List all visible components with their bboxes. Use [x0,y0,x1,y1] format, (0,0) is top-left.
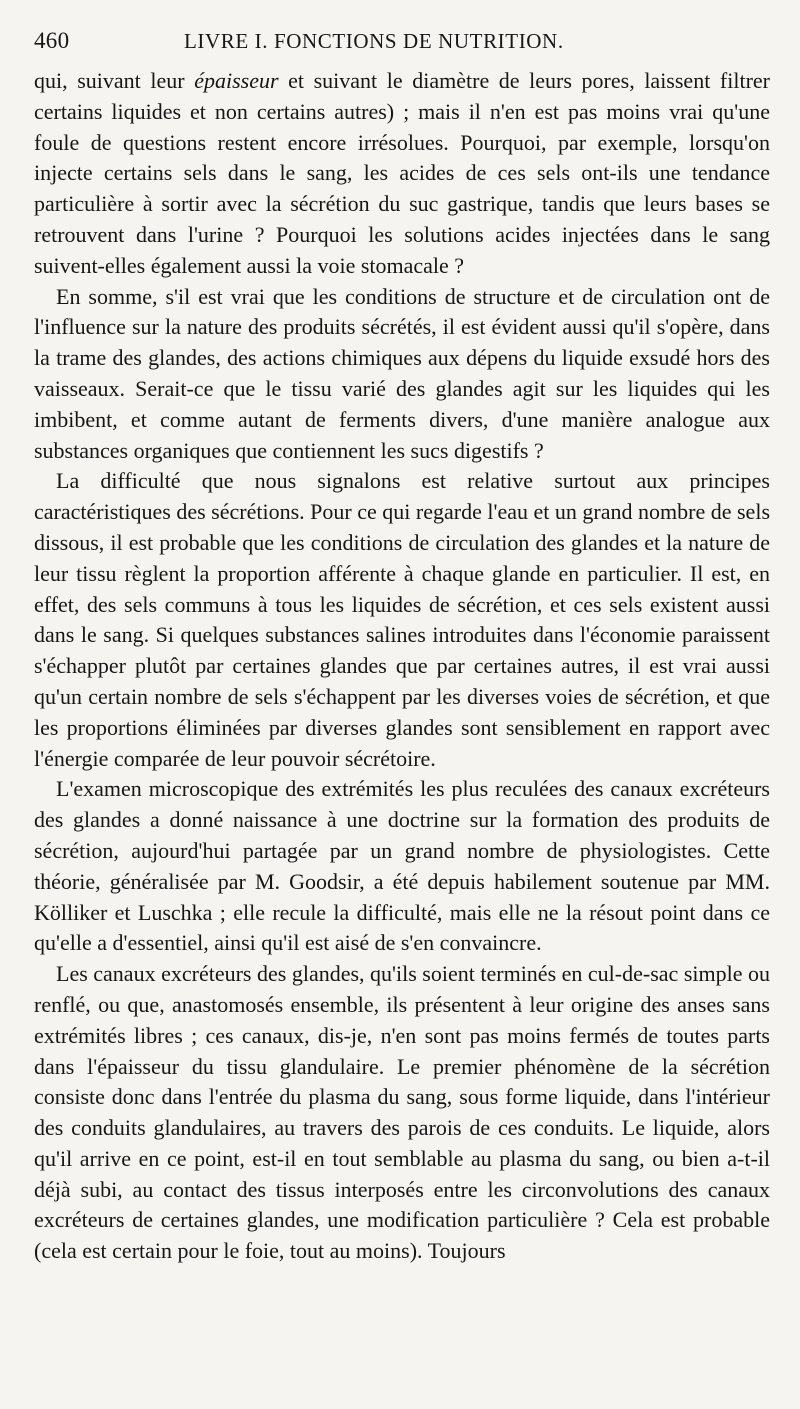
page-header [34,28,770,62]
paragraph-1-rest: et suivant le diamètre de leurs pores, laissent filtrer certains liquides et non certains autres) ; mais il n'en est pas moins vrai qu'une foule de questions restent encore irrésolues. Pourquoi, par exemple, lorsqu'on injecte certains sels dans le sang, les acides de ces sels ont-ils une tendance particulière à sortir avec la sécrétion du suc gastrique, tandis que leurs bases se retrouvent dans l'urine ? Pourquoi les solutions acides injectées dans le sang suivent-elles également aussi la voie stomacale ? [34,68,770,278]
paragraph-1-start: qui, suivant leur [34,68,195,93]
emphasis-epaisseur: épaisseur [194,68,279,93]
paragraph-4: L'examen microscopique des extrémités les plus reculées des canaux excréteurs des glandes a donné naissance à une doctrine sur la formation des produits de sécrétion, aujourd'hui partagée par un grand nombre de physiologistes. Cette théorie, généralisée par M. Goodsir, a été depuis habilement soutenue par MM. Kölliker et Luschka ; elle recule la difficulté, mais elle ne la résout point dans ce qu'elle a d'essentiel, ainsi qu'il est aisé de s'en convaincre. [34,776,770,956]
paragraph-3: La difficulté que nous signalons est relative surtout aux principes caractéristiques des sécrétions. Pour ce qui regarde l'eau et un grand nombre de sels dissous, il est probable que les conditions de circulation des glandes et la nature de leur tissu règlent la proportion afférente à chaque glande en particulier. Il est, en effet, des sels communs à tous les liquides de sécrétion, et ces sels existent aussi dans le sang. Si quelques substances salines introduites dans l'économie paraissent s'échapper plutôt par certaines glandes que par certaines autres, il est vrai aussi qu'un certain nombre de sels s'échappent par les diverses voies de sécrétion, et que les proportions éliminées par diverses glandes sont sensiblement en rapport avec l'énergie comparée de leur pouvoir sécrétoire. [34,468,770,771]
running-title: LIVRE I. FONCTIONS DE NUTRITION. [184,29,564,53]
paragraph-5: Les canaux excréteurs des glandes, qu'ils soient terminés en cul-de-sac simple ou renflé, ou que, anastomosés ensemble, ils présentent à leur origine des anses sans extrémités libres ; ces canaux, dis-je, n'en sont pas moins fermés de toutes parts dans l'épaisseur du tissu glandulaire. Le premier phénomène de la sécrétion consiste donc dans l'entrée du plasma du sang, sous forme liquide, dans l'intérieur des conduits glandulaires, au travers des parois de ces conduits. Le liquide, alors qu'il arrive en ce point, est-il en tout semblable au plasma du sang, ou bien a-t-il déjà subi, au contact des tissus interposés entre les circonvolutions des canaux excréteurs de certaines glandes, une modification particulière ? Cela est probable (cela est certain pour le foie, tout au moins). Toujours [34,961,770,1264]
page-number: 460 [34,28,70,53]
paragraph-1 [34,66,770,282]
body-text [34,66,770,1267]
paragraph-2: En somme, s'il est vrai que les conditions de structure et de circulation ont de l'influence sur la nature des produits sécrétés, il est évident aussi qu'il s'opère, dans la trame des glandes, des actions chimiques aux dépens du liquide exsudé hors des vaisseaux. Serait-ce que le tissu varié des glandes agit sur les liquides qui les imbibent, et comme autant de ferments divers, d'une manière analogue aux substances organiques que contiennent les sucs digestifs ? [34,283,770,463]
